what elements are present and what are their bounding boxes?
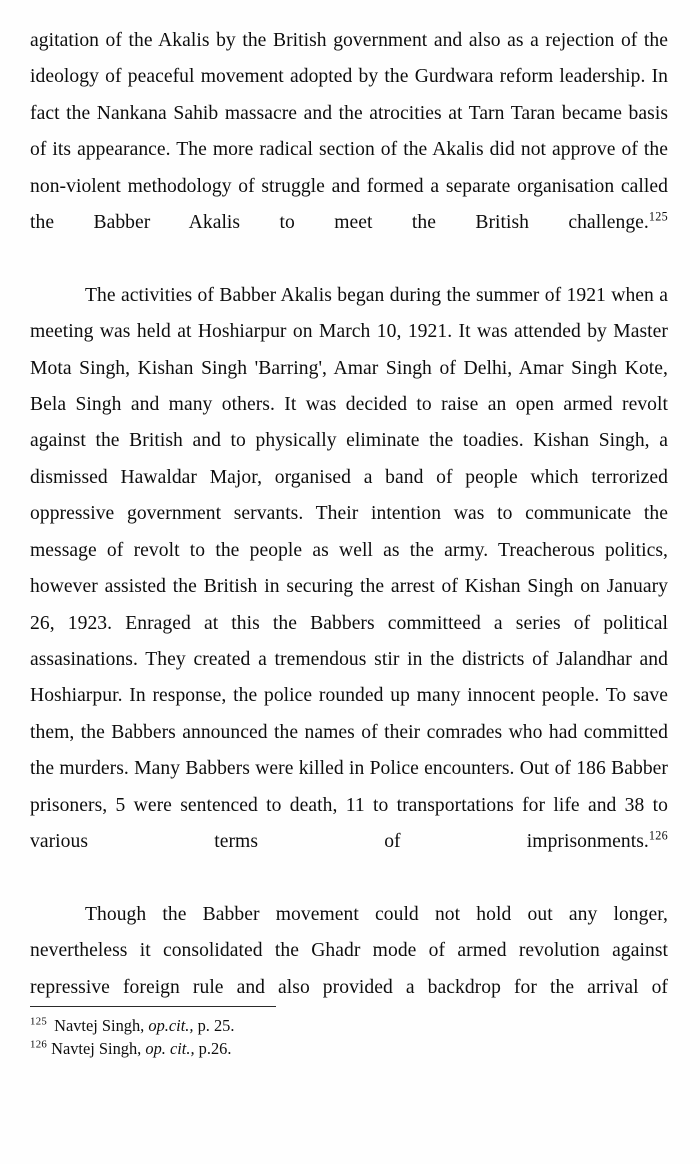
footnote-125-citation: op.cit., <box>148 1016 194 1035</box>
footnote-125 <box>30 1014 668 1037</box>
footnote-126-author: Navtej Singh, <box>51 1039 142 1058</box>
paragraph-1-text: agitation of the Akalis by the British government and also as a rejection of the ideology of peaceful movement adopted by the Gurdwara reform leadership. In fact the Nankana Sahib massacre and the atrocities at Tarn Taran became basis of its appearance. The more radical section of the Akalis did not approve of the non-violent methodology of struggle and formed a separate organisation called the Babber Akalis to meet the British challenge. <box>30 30 668 234</box>
body-text-block <box>30 23 668 1042</box>
footnote-126-page: p.26. <box>198 1039 232 1058</box>
paragraph-2-text: The activities of Babber Akalis began during the summer of 1921 when a meeting was held at Hoshiarpur on March 10, 1921. It was attended by Master Mota Singh, Kishan Singh 'Barring', Amar Singh of Delhi, Amar Singh Kote, Bela Singh and many others. It was decided to raise an open armed revolt against the British and to physically eliminate the toadies. Kishan Singh, a dismissed Hawaldar Major, organised a band of people which terrorized oppressive government servants. Their intention was to communicate the message of revolt to the people as well as the army. Treacherous politics, however assisted the British in securing the arrest of Kishan Singh on January 26, 1923. Enraged at this the Babbers committeed a series of political assasinations. They created a tremendous stir in the districts of Jalandhar and Hoshiarpur. In response, the police rounded up many innocent people. To save them, the Babbers announced the names of their comrades who had committed the murders. Many Babbers were killed in Police encounters. Out of 186 Babber prisoners, 5 were sentenced to death, 11 to transportations for life and 38 to various terms of imprisonments. <box>30 284 668 852</box>
paragraph-1 <box>30 23 668 278</box>
footnote-126-citation: op. cit., <box>145 1039 195 1058</box>
paragraph-3-text: Though the Babber movement could not hold out any longer, nevertheless it consolidated the Ghadr mode of armed revolution against repressive foreign rule and also provided a backdrop for the arrival of <box>30 903 668 998</box>
footnote-separator-rule <box>30 1006 276 1007</box>
footnote-125-author: Navtej Singh, <box>54 1016 145 1035</box>
footnote-126 <box>30 1037 668 1060</box>
footnote-125-page: p. 25. <box>197 1016 235 1035</box>
footnote-126-number: 126 <box>30 1038 48 1051</box>
paragraph-2 <box>30 278 668 897</box>
footnote-ref-126[interactable]: 126 <box>648 828 668 843</box>
footnote-125-number: 125 <box>30 1015 48 1028</box>
footnote-block <box>30 1006 668 1060</box>
footnote-ref-125[interactable]: 125 <box>648 209 668 224</box>
